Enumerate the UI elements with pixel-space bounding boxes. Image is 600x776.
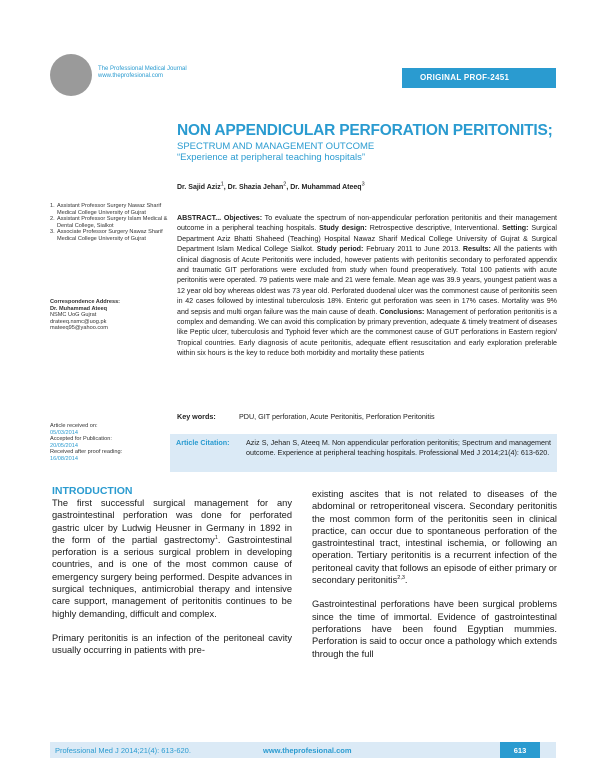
correspondence-name: Dr. Muhammad Ateeq (50, 305, 107, 312)
accepted-label: Accepted for Publication: (50, 436, 112, 443)
accepted-date: 20/05/2014 (50, 442, 78, 449)
abstract-setting: Surgical Department Aziz Bhatti Shaheed (Teaching) Hospital Nawaz Sharif Medical College University of Gujrat & Surgical Department Islam Medical College Sialkot. (177, 224, 557, 254)
abstract (177, 213, 557, 359)
abstract-conclusions-label: Conclusions: (379, 307, 425, 316)
abstract-results: All the patients with clinical diagnosis of Acute Peritonitis were included, however patients with peritonitis secondary to perforated appendix and traumatic GIT perforations were excluded from study when found preoperatively. Total 100 patients with acute peritonitis were operated. 79 patients were male and 21 were female. Mean age was 39.9 years, youngest patient was a 12 year old boy whereas oldest was 73 year old. Perforated duodenal ulcer was the commonest cause of peritonitis seen in 42 cases followed by intestinal tuberculosis 18%. Enteric gut perforation was seen in 17% cases. Mortality was 9% and sepsis and multi organ failure was the main cause of death. (177, 245, 557, 316)
body-column-left (52, 485, 292, 657)
journal-name (98, 66, 187, 80)
keywords-text: PDU, GIT perforation, Acute Peritonitis, Perforation Peritonitis (239, 412, 435, 421)
abstract-design: Retrospective descriptive, Interventional. (369, 224, 500, 233)
correspondence-email-2[interactable]: mateeq95@yahoo.com (50, 325, 108, 332)
received-label: Article received on: (50, 423, 98, 429)
abstract-results-label: Results: (462, 245, 491, 254)
affiliation-1: 1. Assistant Professor Surgery Nawaz Sharif Medical College University of Gujrat (50, 203, 162, 216)
affiliations (50, 203, 168, 243)
author-3-sup: 3 (361, 181, 365, 188)
journal-title: The Professional Medical Journal (98, 66, 187, 72)
abstract-setting-label: Setting: (502, 224, 529, 233)
footer-citation: Professional Med J 2014;21(4): 613-620. (55, 746, 191, 755)
author-3: Dr. Muhammad Ateeq (290, 184, 362, 191)
correspondence-label: Correspondence Address: (50, 299, 121, 305)
journal-url[interactable]: www.theprofesional.com (98, 73, 164, 79)
abstract-period: February 2011 to June 2013. (366, 245, 461, 254)
article-type-label: ORIGINAL PROF-2451 (420, 73, 510, 82)
journal-logo (50, 54, 92, 96)
author-2: Dr. Shazia Jehan (227, 184, 284, 191)
revised-label: Received after proof reading: (50, 449, 123, 456)
body-column-right (312, 488, 557, 660)
citation-label: Article Citation: (176, 438, 230, 447)
intro-paragraph-1: The first successful surgical management for any gastrointestinal perforation was done for perforated gastric ulcer by Ludwig Heusner in Germany in 1892 in the form of the partial gastrectomy$^1$. Gastrointestinal perforation is a serious surgical problem in developing countries, and is one of the most common cause of emergency surgery being performed. Despite advances in surgical techniques, antimicrobial therapy and intensive care support, management of peritonitis continues to be highly demanding, difficult and complex. (52, 498, 292, 619)
article-subtitle (177, 141, 374, 163)
intro-paragraph-2: Primary peritonitis is an infection of the peritoneal cavity usually occurring in patients with pre- (52, 632, 292, 656)
correspondence-email-1[interactable]: drateeq.nsmc@uog.pk (50, 318, 107, 325)
abstract-objectives: To evaluate the spectrum of non-appendicular perforation peritonitis and their management outcome in a peripheral teaching hospitals. (177, 214, 557, 233)
page-number: 613 (500, 742, 540, 758)
received-date: 05/03/2014 (50, 429, 78, 436)
affiliation-3: 3. Associate Professor Surgery Nawaz Sharif Medical College University of Gujrat (50, 229, 163, 242)
subtitle-line: SPECTRUM AND MANAGEMENT OUTCOME (177, 141, 375, 152)
author-list: Dr. Sajid Aziz$^1$, Dr. Shazia Jehan$^2$, Dr. Muhammad Ateeq$^3$ (177, 181, 365, 191)
correspondence-address (50, 299, 168, 332)
introduction-heading: INTRODUCTION (52, 485, 133, 497)
abstract-design-label: Study design: (319, 224, 367, 233)
subtitle-quote: “Experience at peripheral teaching hospitals” (177, 152, 365, 163)
abstract-objectives-label: ABSTRACT... Objectives: (177, 214, 263, 222)
revised-date: 16/08/2014 (50, 455, 78, 462)
keywords-label: Key words: (177, 412, 216, 421)
keywords (177, 412, 435, 421)
citation-text: Aziz S, Jehan S, Ateeq M. Non appendicular perforation peritonitis; Spectrum and management outcome. Experience at peripheral teaching hospitals. Professional Med J 2014;21(4): 613-620. (246, 438, 551, 457)
affiliation-2: 2. Assistant Professor Surgery Islam Medical & Dental College, Sialkot (50, 216, 168, 229)
article-title: NON APPENDICULAR PERFORATION PERITONITIS; (177, 122, 553, 139)
intro-paragraph-3: existing ascites that is not related to diseases of the abdominal or retroperitoneal viscera. Secondary peritonitis the most common form of the peritonitis seen in clinical practice, can occur due to spontaneous perforation of the gastrointestinal tract, intestinal ischemia, or following an operation. Tertiary peritonitis is a recurrent infection of the peritoneal cavity that follows an episode of either primary or secondary peritonitis$^{2,3}$. (312, 489, 557, 586)
author-2-sup: 2 (283, 181, 287, 188)
intro-paragraph-4: Gastrointestinal perforations have been surgical problems since the time of immortal. Evidence of gastrointestinal perforations have been found Egyptian mummies. Perforation is said to occur once a pathology which extends through the full (312, 599, 557, 659)
author-1-sup: 1 (220, 181, 224, 188)
abstract-period-label: Study period: (316, 245, 364, 254)
footer-url[interactable]: www.theprofesional.com (263, 746, 352, 755)
abstract-conclusions: Management of perforation peritonitis is a complex and demanding. We can avoid this complication by primary prevention, adequate & timely treatment of diseases like Peptic ulcer, tuberculosis and Typhoid fever which are the commonest cause of GUT perforations in Eastern region/ Tropical countries. Early diagnosis of acute peritonitis, adequate effient resuscitation and early exploration preferable within six hours is the key to reduce both morbidity and mortality these patients (177, 307, 557, 358)
author-1: Dr. Sajid Aziz (177, 184, 221, 191)
article-dates (50, 423, 168, 463)
correspondence-institute: NSMC UoG Gujrat (50, 312, 97, 319)
